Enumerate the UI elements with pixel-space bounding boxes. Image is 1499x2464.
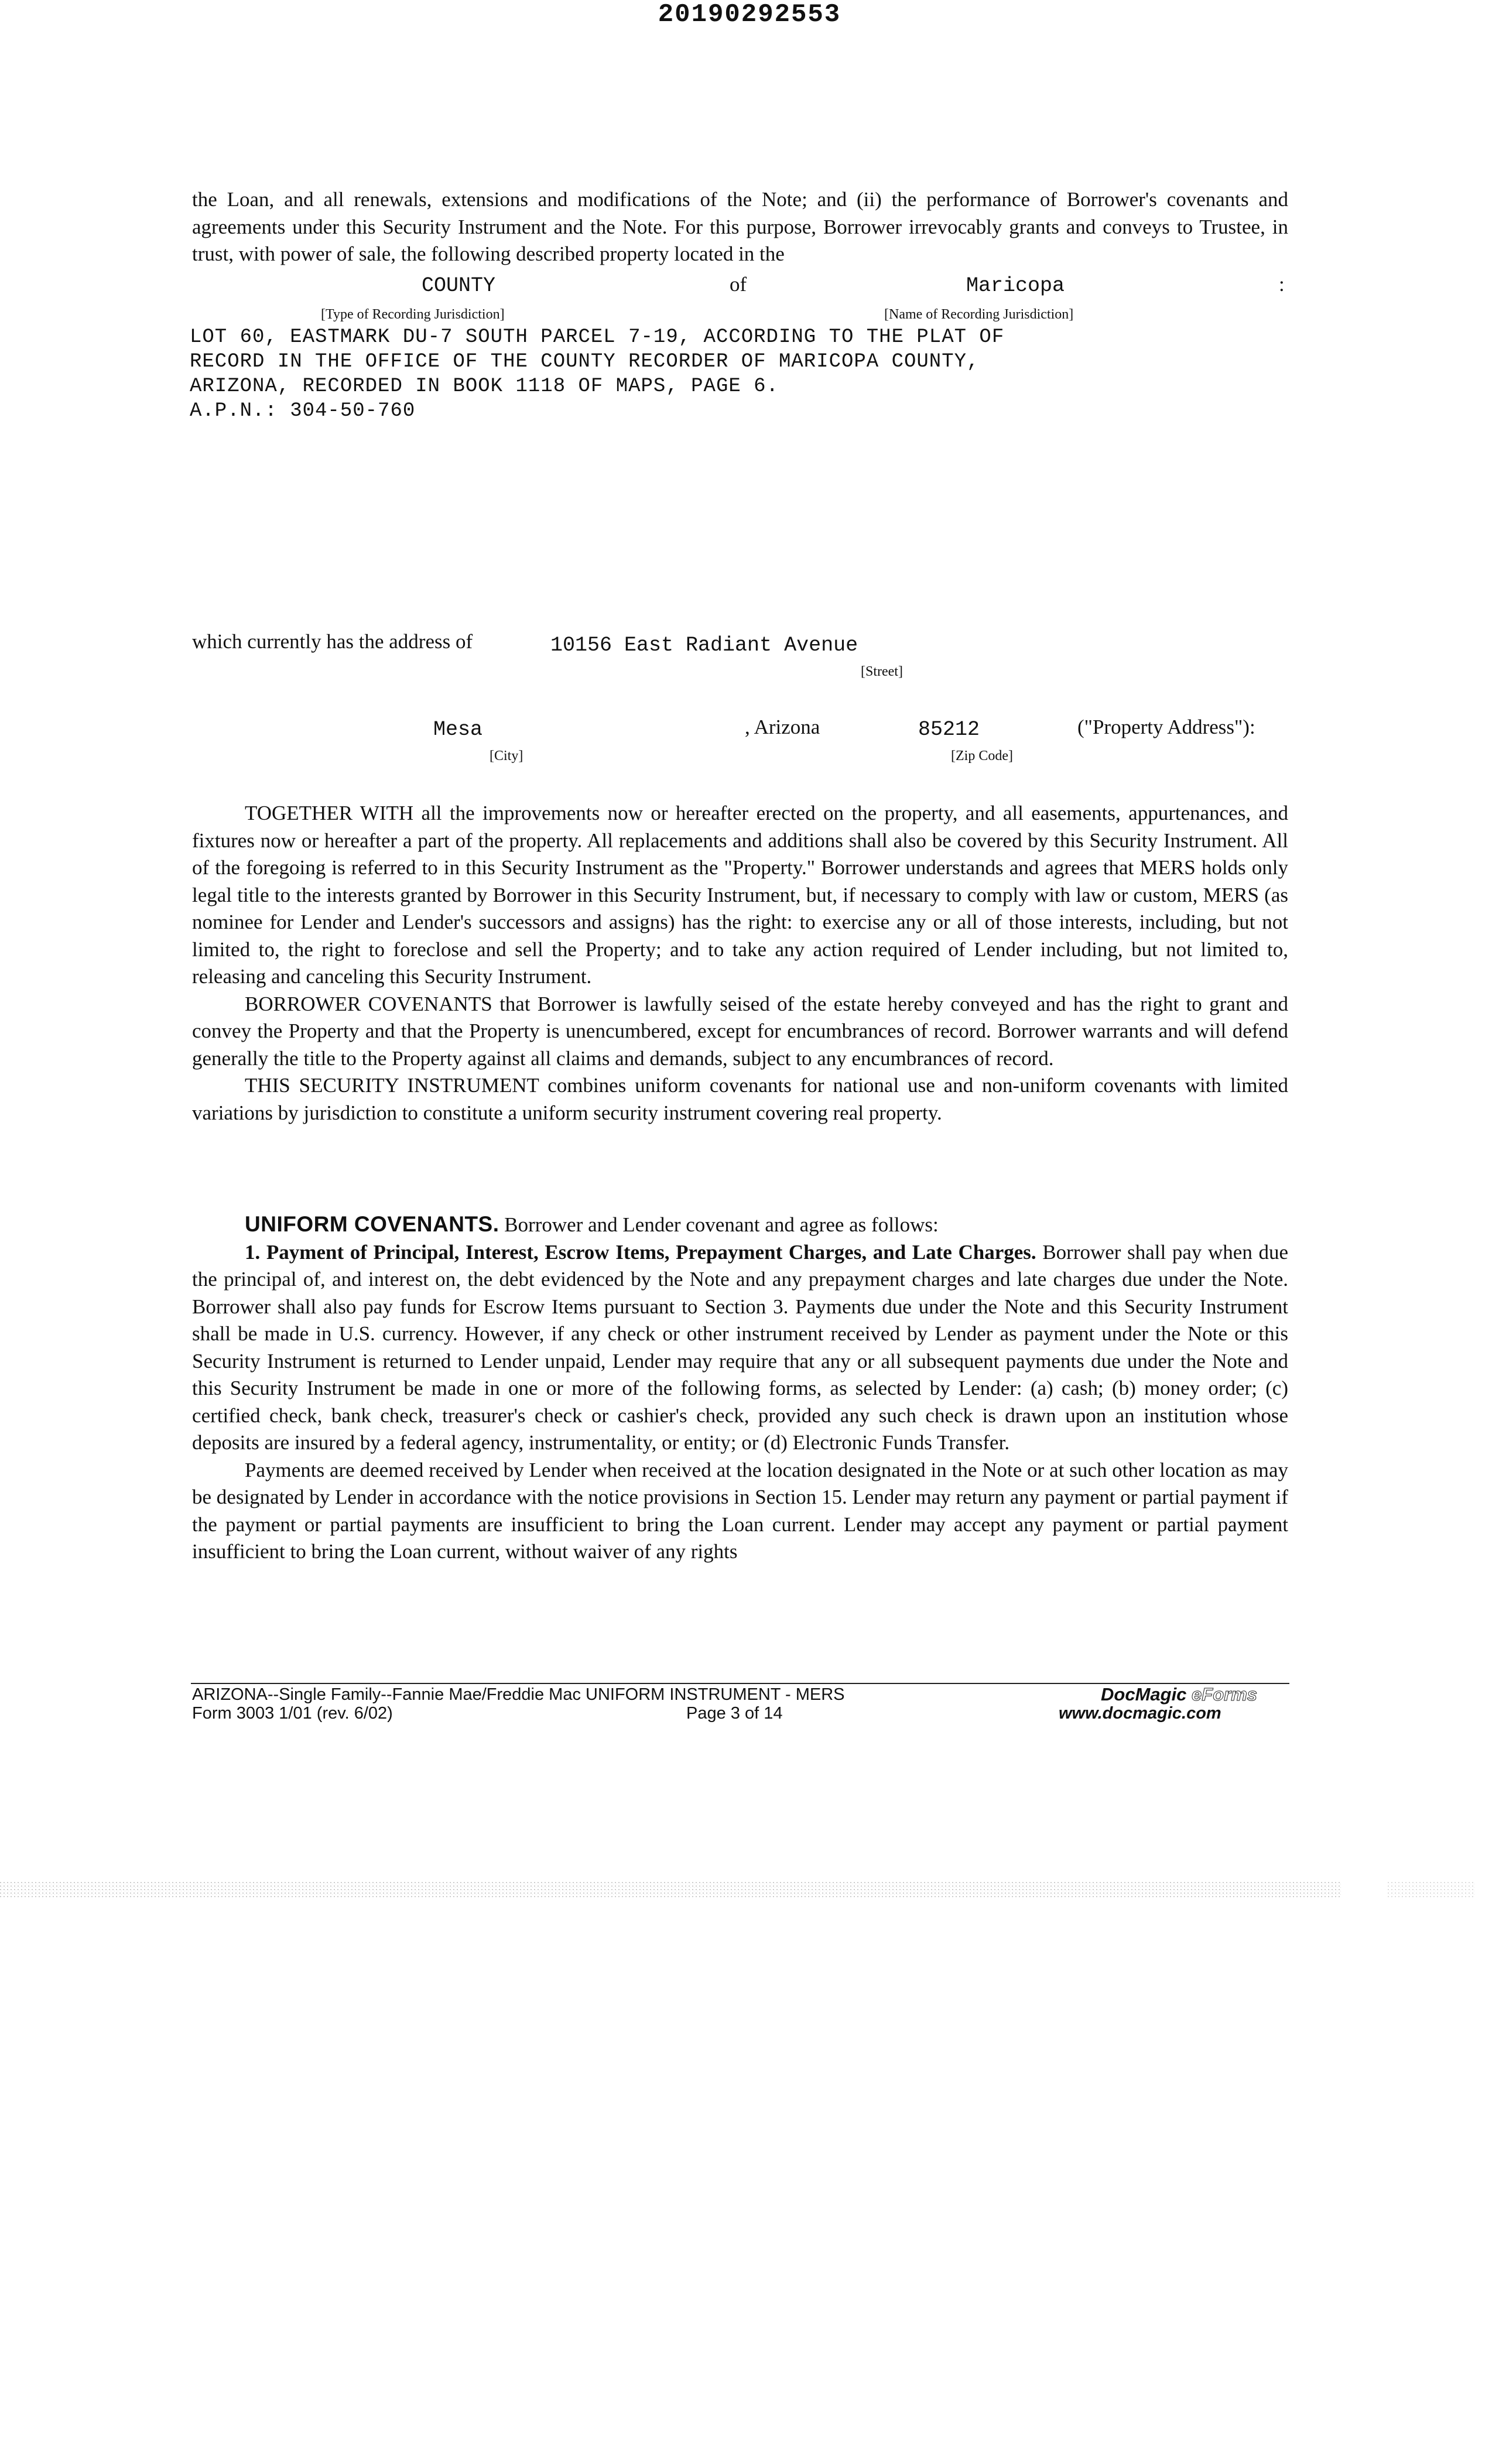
document-number: 20190292553	[658, 0, 841, 29]
section-1-number: 1.	[245, 1240, 261, 1264]
footer-form-number: Form 3003 1/01 (rev. 6/02)	[192, 1704, 393, 1723]
section-1-title: Payment of Principal, Interest, Escrow Items, Prepayment Charges, and Late Charges.	[266, 1240, 1036, 1264]
city-label: [City]	[490, 748, 523, 764]
jurisdiction-name-value: Maricopa	[966, 274, 1065, 297]
intro-paragraph	[192, 186, 1288, 268]
footer-form-title: ARIZONA--Single Family--Fannie Mae/Freddie Mac UNIFORM INSTRUMENT - MERS	[192, 1685, 845, 1704]
legal-description-line: LOT 60, EASTMARK DU-7 SOUTH PARCEL 7-19, ACCORDING TO THE PLAT OF	[190, 326, 1005, 348]
jurisdiction-type-label: [Type of Recording Jurisdiction]	[321, 307, 505, 322]
city-value: Mesa	[433, 718, 483, 741]
eforms-mark: eForms	[1192, 1684, 1258, 1705]
apn-line: A.P.N.: 304-50-760	[190, 400, 416, 422]
jurisdiction-type-value: COUNTY	[422, 274, 496, 297]
payments-paragraph: Payments are deemed received by Lender when received at the location designated in the Note or at such other location as may be designated by Lender in accordance with the notice provisions in Section 15. Lender may return any payment or partial payment if the payment or partial payments are insufficient to bring the Loan current. Lender may accept any payment or partial payment insufficient to bring the Loan current, without waiver of any rights	[192, 1458, 1288, 1563]
property-address-text: ("Property Address"):	[1077, 716, 1255, 738]
zip-label: [Zip Code]	[951, 748, 1013, 764]
uniform-covenants-section	[192, 1211, 1288, 1566]
section-1-paragraph	[192, 1239, 1288, 1457]
footer-page-number: Page 3 of 14	[686, 1704, 783, 1723]
scan-artifact-streak	[0, 1871, 1499, 1909]
state-text: , Arizona	[745, 716, 820, 738]
together-with-paragraph: TOGETHER WITH all the improvements now or hereafter erected on the property, and all easements, appurtenances, and fixtures now or hereafter a part of the property. All replacements and additions shall also be covered by this Security Instrument. All of the foregoing is referred to in this Security Instrument as the "Property." Borrower understands and agrees that MERS holds only legal title to the interests granted by Borrower in this Security Instrument, but, if necessary to comply with law or custom, MERS (as nominee for Lender and Lender's successors and assigns) has the right: to exercise any or all of those interests, including, but not limited to, the right to foreclose and sell the Property; and to take any action required of Lender including, but not limited to, releasing and canceling this Security Instrument.	[192, 802, 1288, 988]
jurisdiction-name-label: [Name of Recording Jurisdiction]	[884, 307, 1074, 322]
docmagic-logo	[1101, 1684, 1257, 1705]
zip-value: 85212	[918, 718, 980, 741]
jurisdiction-colon: :	[1279, 273, 1285, 296]
docmagic-url: www.docmagic.com	[1059, 1704, 1221, 1723]
jurisdiction-of-word: of	[730, 273, 747, 296]
section-1-body: Borrower shall pay when due the principal of, and interest on, the debt evidenced by the Note and any prepayment charges and late charges due under the Note. Borrower shall also pay funds for Escrow Items pursuant to Section 3. Payments due under the Note and this Security Instrument shall be made in U.S. currency. However, if any check or other instrument received by Lender as payment under the Note or this Security Instrument is returned to Lender unpaid, Lender may require that any or all subsequent payments due under the Note and this Security Instrument be made in one or more of the following forms, as selected by Lender: (a) cash; (b) money order; (c) certified check, bank check, treasurer's check or cashier's check, provided any such check is drawn upon an institution whose deposits are insured by a federal agency, instrumentality, or entity; or (d) Electronic Funds Transfer.	[192, 1240, 1289, 1454]
uniform-covenants-intro: Borrower and Lender covenant and agree as follows:	[504, 1213, 939, 1236]
legal-description-line: ARIZONA, RECORDED IN BOOK 1118 OF MAPS, PAGE 6.	[190, 375, 779, 398]
security-instrument-paragraph: THIS SECURITY INSTRUMENT combines uniform covenants for national use and non-uniform covenants with limited variations by jurisdiction to constitute a uniform security instrument covering real property.	[192, 1074, 1288, 1124]
property-paragraphs	[192, 800, 1288, 1127]
borrower-covenants-paragraph: BORROWER COVENANTS that Borrower is lawfully seised of the estate hereby conveyed and has the right to grant and convey the Property and that the Property is unencumbered, except for encumbrances of record. Borrower warrants and will defend generally the title to the Property against all claims and demands, subject to any encumbrances of record.	[192, 992, 1288, 1070]
legal-description-line: RECORD IN THE OFFICE OF THE COUNTY RECORDER OF MARICOPA COUNTY,	[190, 351, 980, 373]
intro-text: the Loan, and all renewals, extensions and modifications of the Note; and (ii) the performance of Borrower's covenants and agreements under this Security Instrument and the Note. For this purpose, Borrower irrevocably grants and conveys to Trustee, in trust, with power of sale, the following described property located in the	[192, 188, 1288, 265]
docmagic-brand: DocMagic	[1101, 1684, 1187, 1705]
uniform-covenants-heading: UNIFORM COVENANTS.	[245, 1212, 499, 1236]
address-lead-text: which currently has the address of	[192, 630, 473, 653]
uniform-covenants-line	[192, 1211, 1288, 1239]
street-value: 10156 East Radiant Avenue	[550, 634, 858, 657]
street-label: [Street]	[861, 664, 903, 679]
